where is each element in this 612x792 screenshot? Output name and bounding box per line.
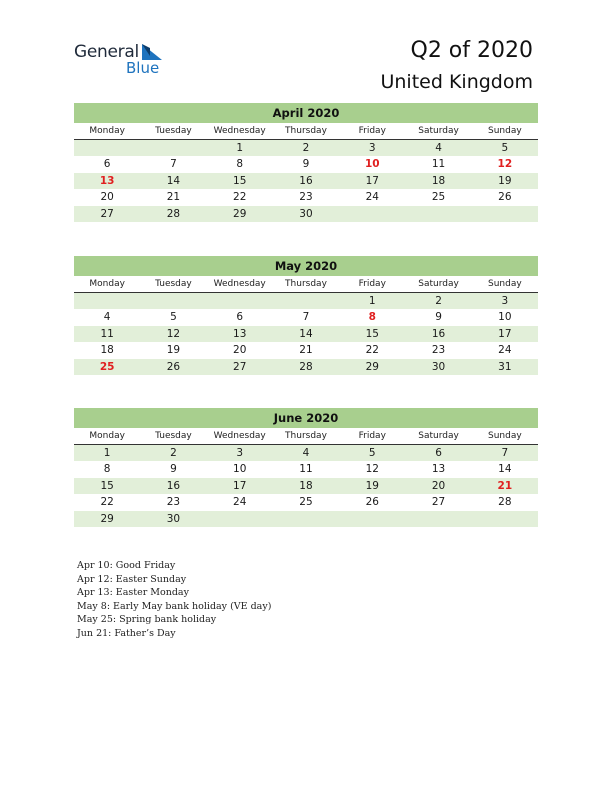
day-cell: 10 bbox=[364, 158, 380, 171]
day-cell: 25 bbox=[431, 191, 446, 204]
day-cell: 1 bbox=[103, 447, 111, 459]
month-calendar bbox=[74, 103, 538, 222]
day-cell bbox=[405, 511, 471, 527]
note-item: Apr 13: Easter Monday bbox=[77, 587, 189, 599]
page-title: Q2 of 2020 bbox=[410, 38, 533, 63]
day-cell: 6 bbox=[236, 311, 244, 324]
day-cell: 20 bbox=[431, 479, 446, 492]
day-cell bbox=[74, 293, 140, 309]
country-subtitle: United Kingdom bbox=[380, 71, 533, 93]
day-cell: 11 bbox=[431, 158, 446, 171]
day-cell: 9 bbox=[435, 311, 442, 324]
weekday-label: Sunday bbox=[487, 431, 522, 441]
day-cell: 14 bbox=[166, 174, 181, 187]
week-row bbox=[74, 140, 538, 156]
week-row bbox=[74, 156, 538, 172]
day-cell: 11 bbox=[299, 463, 313, 476]
day-cell: 24 bbox=[233, 496, 247, 509]
day-cell: 28 bbox=[166, 207, 181, 220]
day-cell: 16 bbox=[166, 479, 181, 492]
day-cell bbox=[472, 511, 538, 527]
day-cell: 18 bbox=[299, 479, 313, 492]
day-cell: 15 bbox=[233, 174, 247, 187]
weekday-label: Saturday bbox=[418, 431, 459, 441]
day-cell: 2 bbox=[302, 142, 310, 154]
day-cell: 11 bbox=[100, 327, 114, 340]
day-cell: 26 bbox=[365, 496, 379, 509]
day-cell: 30 bbox=[431, 360, 446, 373]
day-cell: 8 bbox=[368, 311, 376, 324]
weekday-label: Monday bbox=[89, 126, 125, 136]
month-title: April 2020 bbox=[74, 103, 538, 123]
weekday-label: Monday bbox=[89, 279, 125, 289]
weekday-label: Wednesday bbox=[213, 279, 266, 289]
day-cell: 30 bbox=[299, 207, 313, 220]
weekday-label: Monday bbox=[89, 431, 125, 441]
month-title: May 2020 bbox=[74, 256, 538, 276]
day-cell: 12 bbox=[365, 463, 379, 476]
week-row bbox=[74, 326, 538, 342]
week-row bbox=[74, 342, 538, 358]
day-cell: 10 bbox=[233, 463, 247, 476]
day-cell: 20 bbox=[233, 344, 247, 357]
day-cell: 20 bbox=[100, 191, 114, 204]
day-cell: 8 bbox=[103, 463, 111, 476]
day-cell: 22 bbox=[100, 496, 114, 509]
weekday-label: Wednesday bbox=[213, 126, 266, 136]
month-title: June 2020 bbox=[74, 408, 538, 428]
day-cell: 4 bbox=[103, 311, 111, 324]
day-cell: 15 bbox=[365, 327, 379, 340]
weekday-label: Friday bbox=[358, 126, 386, 136]
day-cell bbox=[207, 293, 273, 309]
day-cell: 4 bbox=[302, 447, 310, 459]
weekday-label: Sunday bbox=[487, 126, 522, 136]
day-cell: 5 bbox=[170, 311, 177, 324]
day-cell: 17 bbox=[498, 327, 512, 340]
day-cell: 5 bbox=[501, 142, 509, 154]
day-cell: 13 bbox=[233, 327, 247, 340]
day-cell bbox=[273, 511, 339, 527]
day-cell: 23 bbox=[166, 496, 181, 509]
day-cell: 9 bbox=[170, 463, 177, 476]
day-cell: 12 bbox=[497, 158, 513, 171]
day-cell: 3 bbox=[368, 142, 376, 154]
day-cell: 7 bbox=[302, 311, 310, 324]
day-cell: 17 bbox=[365, 174, 379, 187]
day-cell: 16 bbox=[299, 174, 313, 187]
logo-word-general: General bbox=[74, 42, 139, 62]
day-cell: 21 bbox=[497, 479, 513, 492]
day-cell: 29 bbox=[365, 360, 379, 373]
day-cell: 26 bbox=[166, 360, 181, 373]
day-cell: 28 bbox=[299, 360, 313, 373]
day-cell bbox=[339, 206, 405, 222]
day-cell: 16 bbox=[431, 327, 446, 340]
day-cell bbox=[74, 140, 140, 156]
weekday-label: Wednesday bbox=[213, 431, 266, 441]
day-cell bbox=[405, 206, 471, 222]
day-cell: 24 bbox=[365, 191, 379, 204]
weekday-header-row bbox=[74, 123, 538, 140]
day-cell: 24 bbox=[498, 344, 512, 357]
week-row bbox=[74, 494, 538, 510]
weekday-label: Tuesday bbox=[155, 279, 192, 289]
day-cell: 21 bbox=[299, 344, 313, 357]
weekday-label: Tuesday bbox=[155, 431, 192, 441]
day-cell: 13 bbox=[99, 174, 115, 187]
day-cell: 2 bbox=[170, 447, 177, 459]
week-row bbox=[74, 511, 538, 527]
month-calendar bbox=[74, 256, 538, 375]
day-cell: 7 bbox=[501, 447, 509, 459]
day-cell: 22 bbox=[365, 344, 379, 357]
day-cell: 4 bbox=[435, 142, 442, 154]
day-cell: 5 bbox=[368, 447, 376, 459]
note-item: Jun 21: Father’s Day bbox=[77, 627, 176, 639]
week-row bbox=[74, 461, 538, 477]
day-cell: 19 bbox=[166, 344, 181, 357]
note-item: May 8: Early May bank holiday (VE day) bbox=[77, 600, 272, 612]
day-cell: 23 bbox=[299, 191, 313, 204]
day-cell: 21 bbox=[166, 191, 181, 204]
day-cell: 25 bbox=[99, 360, 115, 373]
day-cell: 2 bbox=[435, 295, 442, 307]
holiday-notes bbox=[77, 559, 271, 641]
day-cell: 14 bbox=[498, 463, 512, 476]
weekday-label: Saturday bbox=[418, 126, 459, 136]
day-cell: 18 bbox=[431, 174, 446, 187]
day-cell: 9 bbox=[302, 158, 310, 171]
month-calendar bbox=[74, 408, 538, 527]
weekday-label: Friday bbox=[358, 431, 386, 441]
day-cell: 8 bbox=[236, 158, 244, 171]
day-cell: 14 bbox=[299, 327, 313, 340]
day-cell bbox=[140, 293, 206, 309]
day-cell: 6 bbox=[435, 447, 442, 459]
day-cell: 6 bbox=[103, 158, 111, 171]
day-cell: 7 bbox=[170, 158, 177, 171]
day-cell: 18 bbox=[100, 344, 114, 357]
day-cell: 29 bbox=[233, 207, 247, 220]
weekday-label: Sunday bbox=[487, 279, 522, 289]
day-cell: 29 bbox=[100, 512, 114, 525]
day-cell: 31 bbox=[498, 360, 512, 373]
day-cell: 27 bbox=[431, 496, 446, 509]
note-item: Apr 12: Easter Sunday bbox=[77, 573, 187, 585]
day-cell: 25 bbox=[299, 496, 313, 509]
weekday-label: Friday bbox=[358, 279, 386, 289]
weekday-label: Tuesday bbox=[155, 126, 192, 136]
day-cell: 17 bbox=[233, 479, 247, 492]
day-cell: 3 bbox=[501, 295, 509, 307]
day-cell bbox=[472, 206, 538, 222]
week-row bbox=[74, 445, 538, 461]
day-cell: 22 bbox=[233, 191, 247, 204]
day-cell bbox=[339, 511, 405, 527]
day-cell: 1 bbox=[368, 295, 376, 307]
day-cell: 12 bbox=[166, 327, 181, 340]
weekday-label: Saturday bbox=[418, 279, 459, 289]
weekday-header-row bbox=[74, 428, 538, 445]
note-item: May 25: Spring bank holiday bbox=[77, 614, 217, 626]
note-item: Apr 10: Good Friday bbox=[77, 560, 176, 571]
week-row bbox=[74, 359, 538, 375]
weekday-label: Thursday bbox=[285, 431, 327, 441]
day-cell: 10 bbox=[498, 311, 512, 324]
day-cell: 19 bbox=[365, 479, 379, 492]
day-cell bbox=[140, 140, 206, 156]
weekday-label: Thursday bbox=[285, 279, 327, 289]
week-row bbox=[74, 478, 538, 494]
day-cell: 27 bbox=[100, 207, 114, 220]
day-cell: 19 bbox=[498, 174, 512, 187]
weekday-header-row bbox=[74, 276, 538, 293]
day-cell: 1 bbox=[236, 142, 244, 154]
weekday-label: Thursday bbox=[285, 126, 327, 136]
day-cell bbox=[207, 511, 273, 527]
day-cell: 30 bbox=[166, 512, 181, 525]
day-cell: 26 bbox=[498, 191, 512, 204]
day-cell bbox=[273, 293, 339, 309]
week-row bbox=[74, 206, 538, 222]
week-row bbox=[74, 309, 538, 325]
logo-word-blue: Blue bbox=[126, 59, 160, 77]
day-cell: 23 bbox=[431, 344, 446, 357]
generalblue-logo bbox=[74, 42, 174, 78]
day-cell: 15 bbox=[100, 479, 114, 492]
day-cell: 28 bbox=[498, 496, 512, 509]
week-row bbox=[74, 189, 538, 205]
week-row bbox=[74, 173, 538, 189]
day-cell: 3 bbox=[236, 447, 244, 459]
day-cell: 13 bbox=[431, 463, 446, 476]
day-cell: 27 bbox=[233, 360, 247, 373]
week-row bbox=[74, 293, 538, 309]
